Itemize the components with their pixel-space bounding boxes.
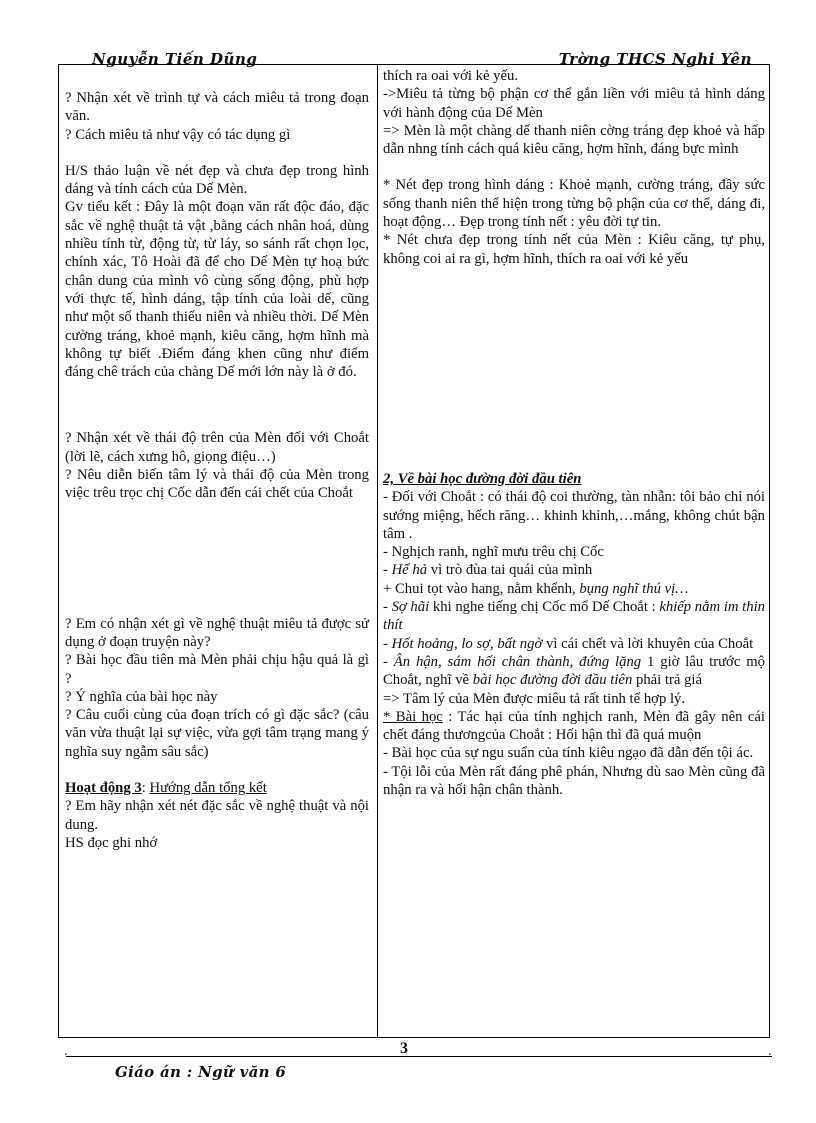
footer-label: Giáo án : Ngữ văn 6 (115, 1063, 287, 1081)
activity-label: Hoạt động 3 (65, 780, 142, 797)
footer-divider (66, 1056, 772, 1057)
continued-text: thích ra oai với kẻ yếu. (383, 68, 519, 84)
column-divider (377, 65, 378, 1037)
activity-title: Hướng dẫn tổng kết (149, 780, 267, 797)
student-read: HS đọc ghi nhớ (65, 834, 158, 851)
question-summary: ? Em hãy nhận xét nét đặc sắc về nghệ thuật và nội dung. (65, 798, 369, 833)
question-art: ? Em có nhận xét gì về nghệ thuật miêu tả được sử dụng ở đoạn truyện này? (65, 615, 369, 650)
header-school: Trờng THCS Nghi Yên (558, 50, 752, 68)
question-attitude: ? Nhận xét về thái độ trên của Mèn đối với Choắt (lời lẽ, cách xưng hô, giọng điệu…) (65, 430, 369, 465)
description-parts: ->Miêu tả từng bộ phận cơ thể gắn liền với miêu tả hình dáng với hành động của Dế Mèn (383, 86, 765, 121)
question-order: ? Nhận xét về trình tự và cách miêu tả trong đoạn văn. (65, 90, 369, 125)
question-effect: ? Cách miêu tả như vậy có tác dụng gì (65, 126, 291, 143)
good-traits: * Nét đẹp trong hình dáng : Khoẻ mạnh, cường tráng, đầy sức sống thanh niên thể hiện trong từng bộ phận của cơ thể, dáng đi, hoạt động… Đẹp trong tính nết : yêu đời tự tin. (383, 177, 765, 231)
header-author: Nguyễn Tiến Dũng (92, 50, 258, 68)
lesson: * Bài học : Tác hại của tính nghịch ranh, Mèn đã gây nên cái chết đáng thươngcủa Choắt : Hối hận thì đã quá muộn (383, 708, 766, 744)
panic: - Hốt hoảng, lo sợ, bất ngờ vì cái chết và lời khuyên của Choắt (383, 635, 754, 652)
footer-dot-left: . (64, 1044, 68, 1059)
psychology-conclusion: => Tâm lý của Mèn được miêu tả rất tinh tế hợp lý. (383, 690, 686, 707)
remorse: - Ân hận, sám hối chân thành, đứng lặng 1 giờ lâu trước mộ Choắt, nghĩ về bài học đường đời đầu tiên phải trả giá (383, 653, 765, 689)
question-lesson: ? Bài học đầu tiên mà Mèn phải chịu hậu quả là gì ? (65, 652, 369, 687)
bad-traits: * Nét chưa đẹp trong tính nết của Mèn : Kiêu căng, tự phụ, không coi ai ra gì, hợm hĩnh, thích ra oai với kẻ yếu (383, 232, 765, 267)
question-last-sentence: ? Câu cuối cùng của đoạn trích có gì đặc sắc? (câu văn vừa thuật lại sự việc, vừa gợi tâm trạng mang ý nghĩa suy ngẫm sâu sắc) (65, 707, 369, 760)
hiding: + Chui tọt vào hang, nằm khểnh, bụng nghĩ thú vị… (383, 580, 689, 597)
lesson-arrogance: - Bài học của sự ngu suẩn của tính kiêu ngạo đã dẫn đến tội ác. (383, 745, 754, 762)
activity-heading: Hoạt động 3: Hướng dẫn tổng kết (65, 780, 267, 797)
conclusion: => Mèn là một chàng dế thanh niên cờng tráng đẹp khoẻ và hấp dẫn nhng tính cách quá kiêu căng, hợm hĩnh, đáng bực mình (383, 122, 765, 158)
gleeful: - Hể hả vì trò đùa tai quái của mình (383, 562, 593, 579)
footer-dot-right: . (768, 1044, 772, 1059)
question-psychology: ? Nêu diễn biến tâm lý và thái độ của Mèn trong việc trêu trọc chị Cốc dẫn đến cái chết của Choắt (65, 467, 369, 502)
question-meaning: ? Ý nghĩa của bài học này (65, 688, 218, 705)
page-number: 3 (400, 1040, 408, 1057)
content-column (383, 67, 765, 799)
attitude-to-choat: - Đối với Choắt : có thái độ coi thường, tàn nhẫn: tôi bảo chỉ nói sướng miệng, hếch răng… khinh khỉnh,…mắng, không chút bận tâm . (383, 489, 765, 542)
section-2-heading: 2, Về bài học đường đời đầu tiên (383, 470, 582, 487)
fear: - Sợ hãi khi nghe tiếng chị Cốc mổ Dế Choắt : khiếp nằm im thin thít (383, 599, 765, 634)
lesson-guilt: - Tội lỗi của Mèn rất đáng phê phán, Nhưng dù sao Mèn cũng đã nhận ra và hối hận chân thành. (383, 763, 765, 799)
mischief: - Nghịch ranh, nghĩ mưu trêu chị Cốc (383, 544, 604, 561)
lesson-table (58, 64, 770, 1038)
teacher-column (65, 67, 369, 852)
student-discussion: H/S thảo luận về nét đẹp và chưa đẹp trong hình dáng và tính cách của Dế Mèn. (65, 162, 369, 198)
teacher-summary: Gv tiểu kết : Đây là một đoạn văn rất độc đáo, đặc sắc về nghệ thuật tả vật ,bằng cách nhân hoá, dùng nhiều tính từ, động từ, từ láy, so sánh rất chọn lọc, chính xác, Tô Hoài đã để cho Dế Mèn tự hoạ bức chân dung của mình vô cùng sống động, phù hợp với thực tế, hình dáng, tập tính của loài dế, cũng như một số thanh thiếu niên và nhiều thời. Dế Mèn cường tráng, khoẻ mạnh, kiêu căng, hợm hĩnh mà không tự biết .Điểm đáng khen cũng như điểm đáng chê trách của chàng Dế mới lớn này là ở đó. (65, 199, 369, 381)
